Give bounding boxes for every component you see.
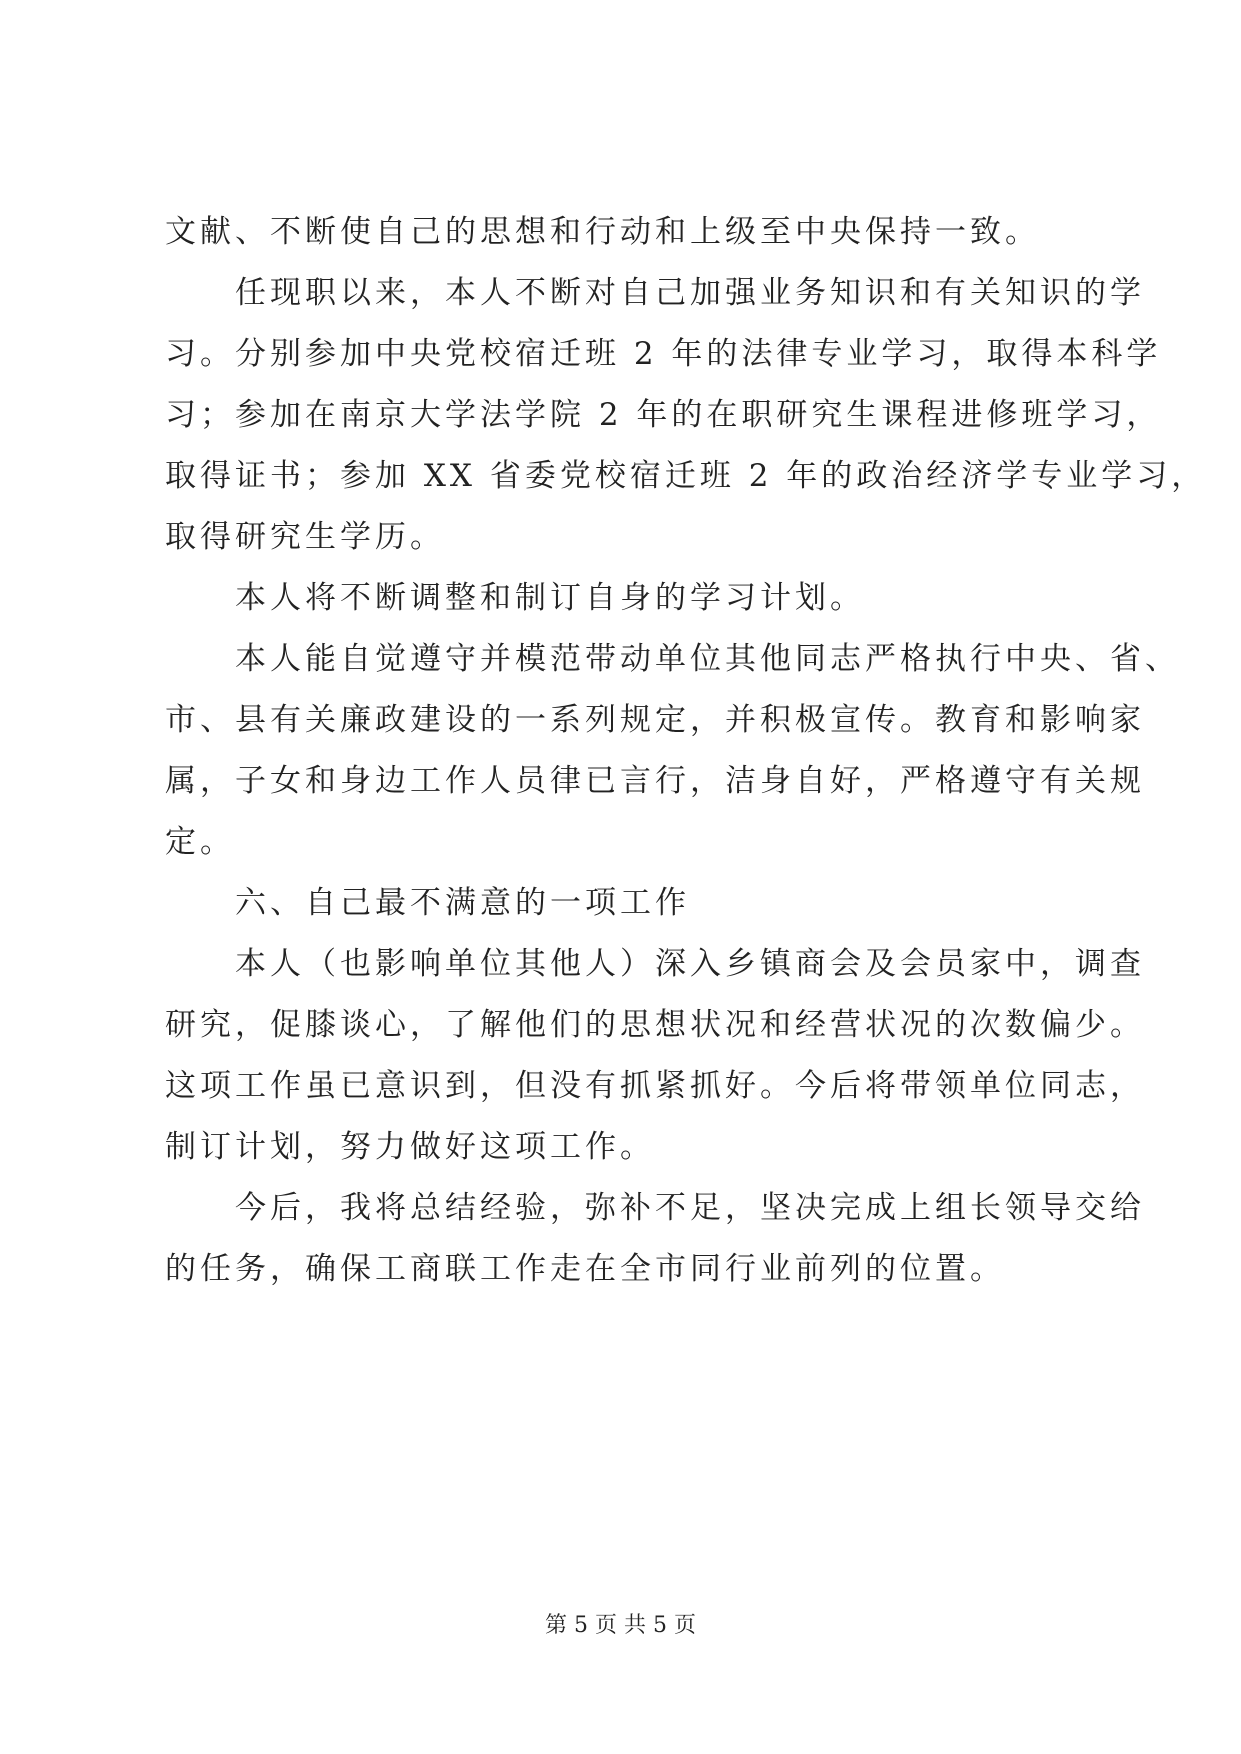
text-line: 制订计划，努力做好这项工作。: [165, 1129, 655, 1165]
document-body: [165, 202, 1207, 1300]
text-line: 取得研究生学历。: [165, 519, 445, 555]
text-line: 定。: [165, 824, 235, 860]
text-line: 市、县有关廉政建设的一系列规定，并积极宣传。教育和影响家: [165, 702, 1145, 738]
text-line: 本人将不断调整和制订自身的学习计划。: [235, 580, 865, 616]
section-heading: 六、自己最不满意的一项工作: [235, 885, 690, 921]
text-line: 习；参加在南京大学法学院 2 年的在职研究生课程进修班学习，: [165, 397, 1162, 433]
text-line: 任现职以来，本人不断对自己加强业务知识和有关知识的学: [235, 275, 1145, 311]
text-line: 本人（也影响单位其他人）深入乡镇商会及会员家中，调查: [235, 946, 1145, 982]
text-line: 这项工作虽已意识到，但没有抓紧抓好。今后将带领单位同志，: [165, 1068, 1145, 1104]
text-line: 习。分别参加中央党校宿迁班 2 年的法律专业学习，取得本科学: [165, 336, 1162, 372]
text-line: 属，子女和身边工作人员律已言行，洁身自好，严格遵守有关规: [165, 763, 1145, 799]
text-line: 文献、不断使自己的思想和行动和上级至中央保持一致。: [165, 214, 1040, 250]
text-line: 的任务，确保工商联工作走在全市同行业前列的位置。: [165, 1251, 1005, 1287]
text-line: 取得证书；参加 XX 省委党校宿迁班 2 年的政治经济学专业学习，: [165, 458, 1207, 494]
text-line: 研究，促膝谈心，了解他们的思想状况和经营状况的次数偏少。: [165, 1007, 1145, 1043]
text-line: 今后，我将总结经验，弥补不足，坚决完成上组长领导交给: [235, 1190, 1145, 1226]
text-line: 本人能自觉遵守并模范带动单位其他同志严格执行中央、省、: [235, 641, 1180, 677]
page-number-footer: 第 5 页 共 5 页: [545, 1613, 696, 1638]
